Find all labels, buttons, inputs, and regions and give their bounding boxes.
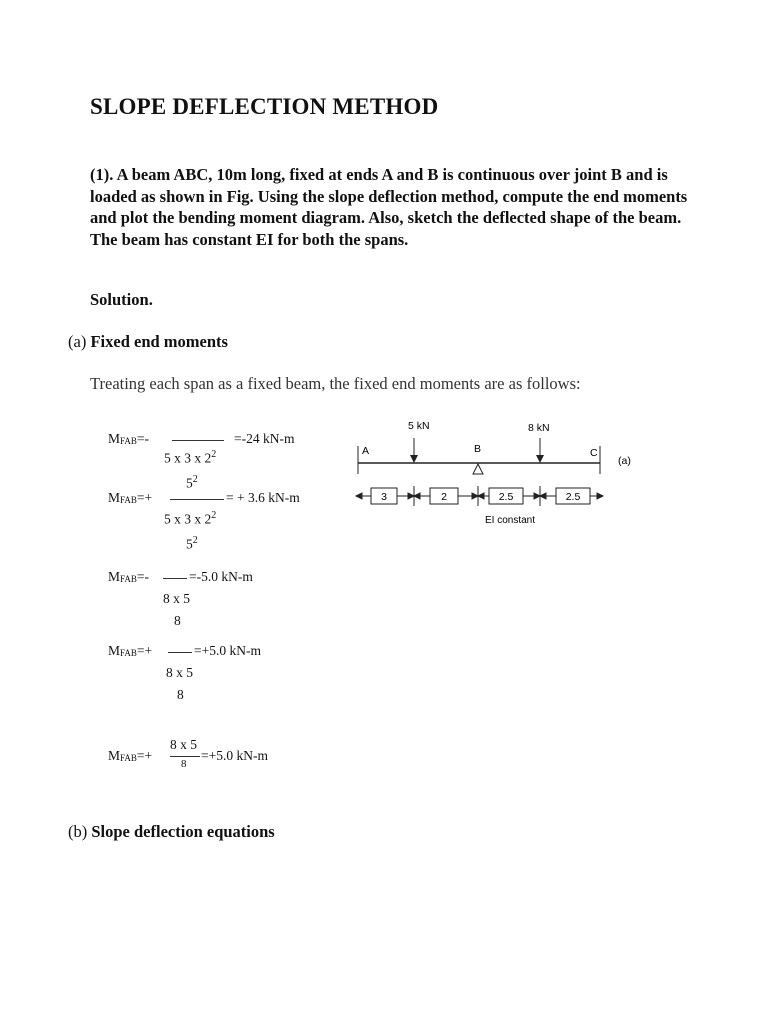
joint-label-a: A — [362, 445, 370, 457]
load-arrow-1 — [410, 438, 418, 463]
load-arrow-2 — [536, 438, 544, 463]
section-b-heading — [68, 822, 275, 842]
equation-3-below: 8 — [174, 613, 181, 628]
span-box-2 — [430, 488, 458, 504]
equation-4-fraction-line — [168, 652, 192, 653]
span-box-4 — [556, 488, 590, 504]
section-a-heading — [68, 332, 228, 352]
equation-1-denominator: 5 x 3 x $2^2$ — [164, 449, 217, 466]
equation-2-lhs: $M_{FAB}=+$ — [108, 490, 153, 505]
beam-figure — [350, 412, 650, 532]
section-a-text: Fixed end moments — [90, 332, 228, 351]
svg-text:3: 3 — [381, 491, 387, 503]
section-b-prefix: (b) — [68, 822, 88, 841]
intro-text: Treating each span as a fixed beam, the fixed end moments are as follows: — [90, 374, 581, 393]
equation-5-denominator: 8 — [181, 758, 187, 770]
svg-text:2.5: 2.5 — [565, 491, 581, 503]
equation-5-lhs: $M_{FAB}=+$ — [108, 748, 153, 763]
solution-label: Solution. — [90, 290, 153, 309]
equation-3-denominator: 8 x 5 — [163, 591, 190, 606]
section-a-prefix: (a) — [68, 332, 87, 351]
equation-4-lhs: $M_{FAB}=+$ — [108, 643, 153, 658]
equation-4-denominator: 8 x 5 — [166, 665, 193, 680]
equation-4-rhs: =+5.0 kN-m — [194, 643, 261, 658]
equation-2-fraction-line — [170, 499, 224, 500]
joint-label-b: B — [474, 443, 482, 455]
equation-2-rhs: = + 3.6 kN-m — [226, 490, 300, 505]
equation-3-lhs: $M_{FAB}=-$ — [108, 569, 149, 584]
equation-4-below: 8 — [177, 687, 184, 702]
problem-statement: (1). A beam ABC, 10m long, fixed at ends A and B is continuous over joint B and is loaded as shown in Fig. Using the slope deflection method, compute the end moments and plot the bending moment diagram. Also, sketch the deflected shape of the beam. The beam has constant EI for both the spans. — [90, 165, 688, 249]
load-label-1: 5 kN — [408, 420, 430, 432]
section-b-text: Slope deflection equations — [91, 822, 275, 841]
equation-3-rhs: =-5.0 kN-m — [189, 569, 253, 584]
pin-support-b — [473, 464, 483, 474]
page-title: SLOPE DEFLECTION METHOD — [90, 94, 439, 119]
span-box-1 — [371, 488, 397, 504]
ei-constant-note: EI constant — [484, 515, 536, 526]
equation-1-rhs: =-24 kN-m — [234, 431, 295, 446]
figure-label: (a) — [618, 455, 631, 467]
equation-5-numerator: 8 x 5 — [170, 737, 197, 752]
span-box-3 — [489, 488, 523, 504]
svg-text:2.5: 2.5 — [498, 491, 514, 503]
svg-text:2: 2 — [441, 491, 447, 503]
equation-5-rhs: =+5.0 kN-m — [201, 748, 268, 763]
equation-3-fraction-line — [163, 578, 187, 579]
load-label-2: 8 kN — [528, 422, 550, 434]
equation-5-fraction-line — [170, 756, 200, 757]
equation-1-below: $5^2$ — [186, 474, 198, 491]
equation-1-lhs: $M_{FAB}=-$ — [108, 431, 149, 446]
equation-1-fraction-line — [172, 440, 224, 441]
joint-label-c: C — [590, 447, 598, 459]
equation-2-below: $5^2$ — [186, 535, 198, 552]
equation-2-denominator: 5 x 3 x $2^2$ — [164, 510, 217, 527]
